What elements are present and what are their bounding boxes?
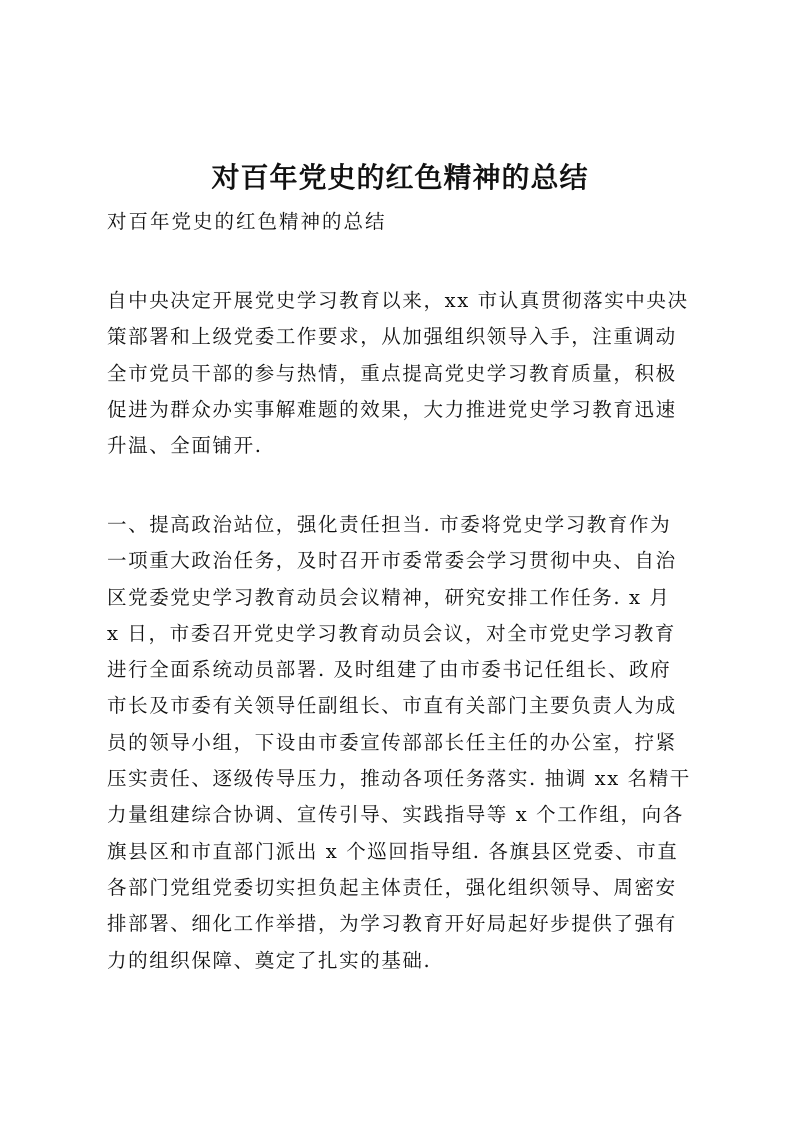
text-line: 自中央决定开展党史学习教育以来，xx 市认真贯彻落实中央决 <box>107 289 689 312</box>
text-line: 升温、全面铺开. <box>107 434 263 458</box>
text-line: 一、提高政治站位，强化责任担当. 市委将党史学习教育作为 <box>107 513 672 536</box>
text-line: 力量组建综合协调、宣传引导、实践指导等 x 个工作组，向各 <box>107 803 684 827</box>
section-one-paragraph <box>107 507 699 979</box>
text-line: 市长及市委有关领导任副组长、市直有关部门主要负责人为成 <box>107 694 677 718</box>
text-line: 排部署、细化工作举措，为学习教育开好局起好步提供了强有 <box>107 912 677 936</box>
text-line: 促进为群众办实事解难题的效果，大力推进党史学习教育迅速 <box>107 397 677 421</box>
text-line: 员的领导小组，下设由市委宣传部部长任主任的办公室，拧紧 <box>107 730 677 754</box>
text-line: 区党委党史学习教育动员会议精神，研究安排工作任务. x 月 <box>107 585 671 609</box>
intro-paragraph <box>107 283 699 464</box>
text-line: 力的组织保障、奠定了扎实的基础. <box>107 948 432 972</box>
text-line: 旗县区和市直部门派出 x 个巡回指导组. 各旗县区党委、市直 <box>107 839 679 863</box>
text-line: 压实责任、逐级传导压力，推动各项任务落实. 抽调 xx 名精干 <box>107 767 691 791</box>
document-title: 对百年党史的红色精神的总结 <box>211 161 589 194</box>
text-line: 进行全面系统动员部署. 及时组建了由市委书记任组长、政府 <box>107 658 672 682</box>
document-subtitle: 对百年党史的红色精神的总结 <box>107 210 387 233</box>
text-line: x 日，市委召开党史学习教育动员会议，对全市党史学习教育 <box>107 621 676 645</box>
text-line: 全市党员干部的参与热情，重点提高党史学习教育质量，积极 <box>107 361 677 385</box>
text-line: 一项重大政治任务，及时召开市委常委会学习贯彻中央、自治 <box>107 549 677 573</box>
text-line: 策部署和上级党委工作要求，从加强组织领导入手，注重调动 <box>107 325 677 349</box>
text-line: 各部门党组党委切实担负起主体责任，强化组织领导、周密安 <box>107 875 677 899</box>
